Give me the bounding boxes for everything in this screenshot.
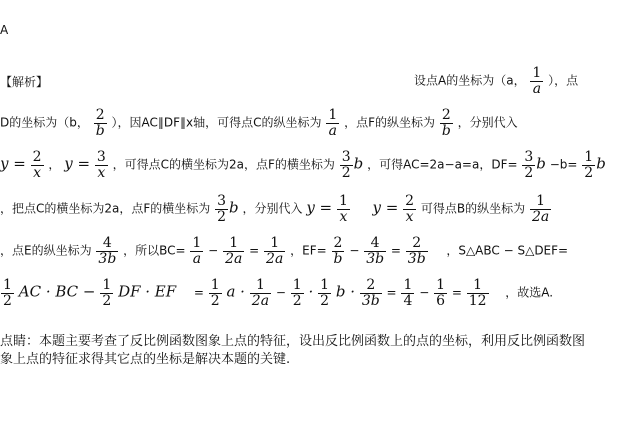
- comment-line-2: 象上点的特征求得其它点的坐标是解决本题的关键.: [0, 352, 291, 367]
- equation-y: y =: [64, 154, 91, 173]
- fraction: $\frac{3}{2}$: [524, 149, 534, 181]
- fraction: $\frac{2}{b}$: [441, 107, 451, 139]
- fraction: $\frac{3}{x}$: [96, 149, 106, 181]
- line-5-text-a: ，点E的纵坐标为: [0, 243, 92, 258]
- fraction: $\frac{1}{4}$: [403, 277, 413, 309]
- fraction: $\frac{1}{6}$: [436, 277, 445, 309]
- line-4: [0, 194, 552, 224]
- equation-y: y =: [372, 198, 399, 217]
- fraction: $\frac{4}{3b}$: [98, 235, 117, 267]
- fraction: $\frac{1}{2a}$: [531, 193, 550, 225]
- line-5-text-c: ，EF=: [290, 243, 327, 258]
- line-2-text-b: ），因AC∥DF∥x轴，可得点C的纵坐标为: [111, 115, 322, 130]
- analysis-tag: 【解析】: [0, 75, 49, 89]
- line-1-text: 设点A的坐标为（a，: [414, 73, 526, 88]
- line-1: [414, 66, 578, 96]
- fraction: $\frac{1}{2a}$: [251, 277, 270, 309]
- fraction: $\frac{3}{2}$: [341, 149, 351, 181]
- operator: −: [208, 243, 219, 258]
- fraction: $\frac{2}{x}$: [32, 149, 42, 181]
- line-2-text-c: ，点F的纵坐标为: [344, 115, 435, 130]
- operator: −: [275, 285, 286, 300]
- answer-label: A: [0, 23, 9, 37]
- operator: =: [386, 285, 397, 300]
- line-3-text-c: −b=: [549, 157, 578, 172]
- operator: =: [451, 285, 462, 300]
- variable: b: [536, 154, 546, 173]
- operator: −: [419, 285, 430, 300]
- fraction: $\frac{1}{2a}$: [266, 235, 284, 267]
- line-2: [0, 108, 518, 138]
- equation-y: y =: [306, 198, 333, 217]
- fraction: $\frac{1}{2a}$: [225, 235, 243, 267]
- line-4-text-b: ，分别代入: [242, 201, 303, 216]
- line-2-text-d: ，分别代入: [457, 115, 518, 130]
- fraction: $\frac{1}{a}$: [328, 107, 338, 139]
- line-5: [0, 236, 568, 266]
- fraction: $\frac{3}{2}$: [217, 193, 227, 225]
- comment-line-1: 点睛：本题主要考查了反比例函数图象上点的特征，设出反比例函数上的点的坐标，利用反比例函数图: [0, 334, 586, 349]
- variable: b: [229, 198, 239, 217]
- line-4-text-a: ，把点C的横坐标为2a，点F的横坐标为: [0, 201, 211, 216]
- expression: DF · EF: [118, 282, 177, 301]
- line-3-text-a: ，可得点C的横坐标为2a，点F的横坐标为: [112, 157, 335, 172]
- line-5-text-b: ，所以BC=: [123, 243, 186, 258]
- fraction: $\frac{1}{2}$: [210, 277, 220, 309]
- line-6: [0, 278, 553, 308]
- fraction: $\frac{1}{x}$: [338, 193, 348, 225]
- fraction: $\frac{1}{2}$: [292, 277, 302, 309]
- fraction: $\frac{1}{a}$: [532, 65, 542, 97]
- expression: a ·: [226, 282, 245, 301]
- variable: b: [353, 154, 364, 173]
- expression: AC · BC −: [18, 282, 96, 301]
- line-6-tail: ，故选A.: [505, 285, 554, 300]
- fraction: $\frac{1}{2}$: [3, 277, 12, 309]
- line-3-text-b: ，可得AC=2a−a=a，DF=: [367, 157, 518, 172]
- operator: ·: [308, 282, 314, 301]
- variable: b: [596, 154, 606, 173]
- line-3: [0, 150, 606, 180]
- operator: −: [349, 243, 360, 258]
- expression: b ·: [335, 282, 356, 301]
- operator: =: [193, 285, 204, 300]
- line-1-tail: ），点: [548, 73, 579, 88]
- fraction: $\frac{1}{a}$: [192, 235, 202, 267]
- line-2-text-a: D的坐标为（b，: [0, 115, 89, 130]
- fraction: $\frac{2}{x}$: [405, 193, 415, 225]
- operator: =: [249, 243, 260, 258]
- equation-y: y =: [0, 154, 26, 173]
- fraction: $\frac{2}{3b}$: [361, 277, 380, 309]
- fraction: $\frac{4}{3b}$: [366, 235, 385, 267]
- fraction: $\frac{2}{3b}$: [407, 235, 426, 267]
- line-5-text-d: ，S△ABC − S△DEF=: [446, 243, 569, 258]
- line-4-text-c: 可得点B的纵坐标为: [420, 201, 526, 216]
- fraction: $\frac{1}{12}$: [468, 277, 487, 309]
- fraction: $\frac{1}{2}$: [584, 149, 594, 181]
- fraction: $\frac{1}{2}$: [320, 277, 330, 309]
- fraction: $\frac{1}{2}$: [102, 277, 112, 309]
- operator: =: [390, 243, 401, 258]
- fraction: $\frac{2}{b}$: [95, 107, 105, 139]
- fraction: $\frac{2}{b}$: [333, 235, 343, 267]
- separator: ，: [48, 157, 61, 172]
